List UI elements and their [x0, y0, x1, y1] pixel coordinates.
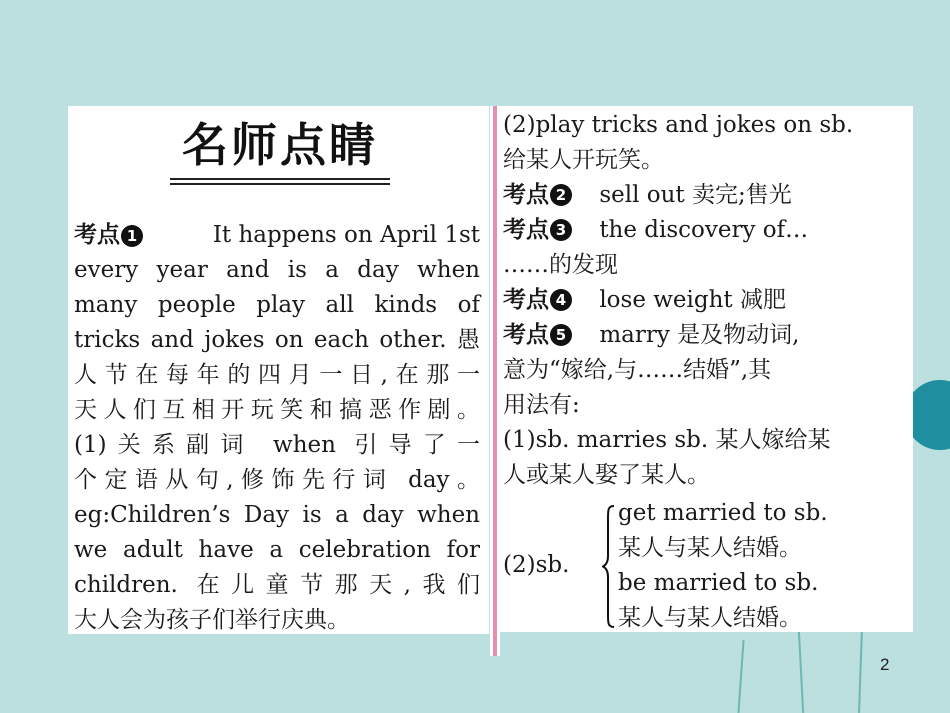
point-line — [503, 213, 909, 248]
point-text: marry 是及物动词, — [599, 322, 800, 348]
text-line: 天人们互相开玩笑和搞恶作剧。 — [74, 397, 480, 423]
point-number-badge: 1 — [121, 225, 143, 247]
point-number-badge: 3 — [550, 219, 572, 241]
text-line: 用法有: — [503, 392, 580, 418]
title-block — [170, 114, 390, 185]
decorative-line — [798, 630, 804, 713]
text-line: 某人与某人结婚。 — [618, 535, 802, 561]
point-text: the discovery of… — [599, 217, 809, 243]
sub2-items — [618, 496, 828, 636]
column-divider — [490, 106, 500, 656]
text-line: get married to sb. — [618, 500, 828, 526]
point-number-badge: 5 — [550, 324, 572, 346]
text-line: many people play all kinds of — [74, 292, 480, 318]
right-text-block — [503, 108, 909, 493]
point-number-badge: 2 — [550, 184, 572, 206]
point-text: sell out 卖完;售光 — [599, 182, 792, 208]
title-underline — [170, 178, 390, 180]
text-line: tricks and jokes on each other. 愚 — [74, 327, 480, 353]
text-line: 给某人开玩笑。 — [503, 147, 664, 173]
point-label: 考点 — [74, 222, 120, 248]
text-line: eg:Children’s Day is a day when — [74, 502, 480, 528]
text-line: 人或某人娶了某人。 — [503, 462, 710, 488]
text-line: ……的发现 — [503, 252, 618, 278]
point1-line — [74, 218, 480, 253]
title-underline-2 — [170, 183, 390, 185]
text-line: 意为“嫁给,与……结婚”,其 — [503, 357, 772, 383]
text-line: It happens on April 1st — [212, 222, 480, 248]
decorative-line — [737, 640, 744, 713]
point-line — [503, 283, 909, 318]
point-text: lose weight 减肥 — [599, 287, 786, 313]
text-line: be married to sb. — [618, 570, 819, 596]
right-panel — [500, 106, 913, 632]
left-text-block — [74, 218, 480, 638]
point-label: 考点 — [503, 322, 549, 348]
point-line — [503, 178, 909, 213]
point-label: 考点 — [503, 287, 549, 313]
point-line — [503, 318, 909, 353]
text-line: 人节在每年的四月一日,在那一 — [74, 362, 480, 388]
curly-brace-icon — [602, 504, 616, 629]
text-line: (1)sb. marries sb. 某人嫁给某 — [503, 427, 831, 453]
text-line: 某人与某人结婚。 — [618, 605, 802, 631]
point-label: 考点 — [503, 217, 549, 243]
text-line: 个定语从句,修饰先行词 day。 — [74, 467, 480, 493]
point-number-badge: 4 — [550, 289, 572, 311]
page-title: 名师点睛 — [182, 118, 378, 172]
text-line: children. 在儿童节那天,我们 — [74, 572, 480, 598]
text-line: (2)play tricks and jokes on sb. — [503, 112, 854, 138]
page-number: 2 — [880, 655, 890, 674]
text-line: we adult have a celebration for — [74, 537, 480, 563]
left-panel — [68, 106, 489, 634]
text-line: 大人会为孩子们举行庆典。 — [74, 607, 350, 633]
text-line: (1)关系副词 when 引导了一 — [74, 432, 480, 458]
sub2-label: (2)sb. — [503, 552, 570, 578]
point-label: 考点 — [503, 182, 549, 208]
text-line: every year and is a day when — [74, 257, 480, 283]
